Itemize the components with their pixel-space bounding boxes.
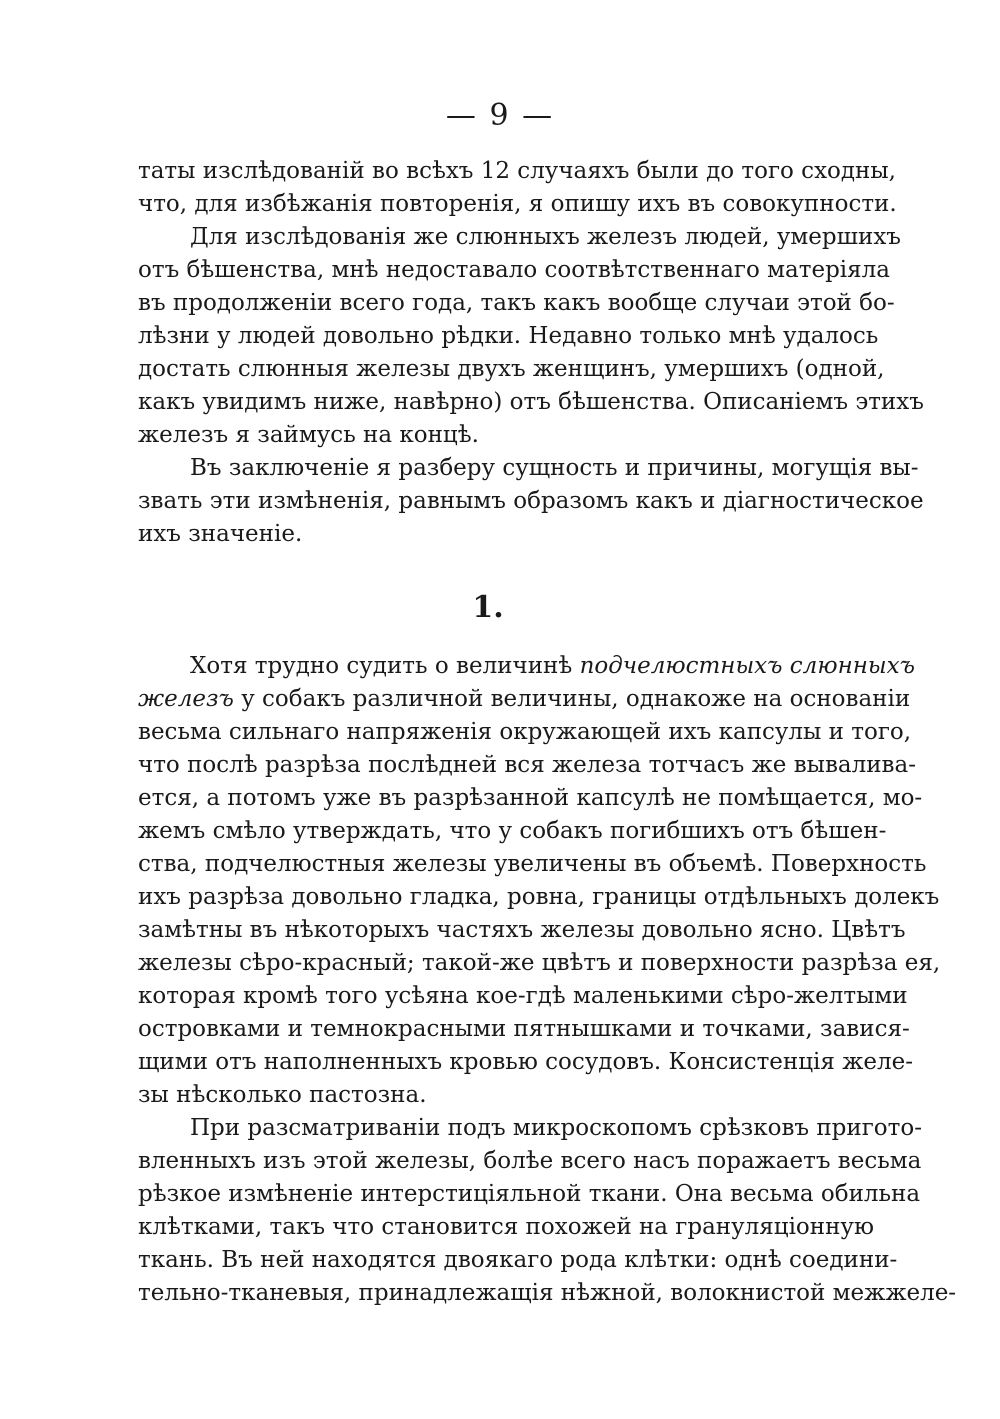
text-line: железы сѣро-красный; такой-же цвѣтъ и поверхности разрѣза ея, — [138, 950, 941, 976]
text-line: что, для избѣжанія повторенія, я опишу ихъ въ совокупности. — [138, 191, 897, 217]
text-line: зы нѣсколько пастозна. — [138, 1082, 427, 1108]
text-line: клѣтками, такъ что становится похожей на грануляціонную — [138, 1214, 874, 1240]
text-line: ется, а потомъ уже въ разрѣзанной капсулѣ не помѣщается, мо- — [138, 785, 923, 811]
text-line: весьма сильнаго напряженія окружающей ихъ капсулы и того, — [138, 719, 912, 745]
text-line: щими отъ наполненныхъ кровью сосудовъ. Консистенція желе- — [138, 1049, 913, 1075]
text-line: ткань. Въ ней находятся двоякаго рода клѣтки: однѣ соедини- — [138, 1247, 898, 1273]
text-line: Для изслѣдованія же слюнныхъ железъ людей, умершихъ — [190, 224, 901, 250]
text-line: железъ я займусь на концѣ. — [138, 422, 479, 448]
text-line — [138, 682, 911, 716]
text-line: жемъ смѣло утверждать, что у собакъ погибшихъ отъ бѣшен- — [138, 818, 887, 844]
text-line: ихъ разрѣза довольно гладка, ровна, границы отдѣльныхъ долекъ — [138, 884, 940, 910]
text-line: какъ увидимъ ниже, навѣрно) отъ бѣшенства. Описаніемъ этихъ — [138, 389, 924, 415]
text-line: вленныхъ изъ этой железы, болѣе всего насъ поражаетъ весьма — [138, 1148, 922, 1174]
text-line: тельно-тканевыя, принадлежащія нѣжной, волокнистой межжеле- — [138, 1280, 957, 1306]
page-number: — 9 — — [445, 98, 555, 133]
text-span: Хотя трудно судить о величинѣ — [190, 653, 580, 679]
text-line — [190, 649, 915, 683]
text-line: отъ бѣшенства, мнѣ недоставало соотвѣтственнаго матеріяла — [138, 257, 890, 283]
italic-term: железъ — [138, 686, 234, 712]
text-span: у собакъ различной величины, однакоже на основаніи — [233, 686, 911, 712]
text-line: звать эти измѣненія, равнымъ образомъ какъ и діагностическое — [138, 488, 924, 514]
text-line: рѣзкое измѣненіе интерстиціяльной ткани. Она весьма обильна — [138, 1181, 921, 1207]
text-line: лѣзни у людей довольно рѣдки. Недавно только мнѣ удалось — [138, 323, 879, 349]
italic-term: подчелюстныхъ слюнныхъ — [579, 653, 915, 679]
text-line: замѣтны въ нѣкоторыхъ частяхъ железы довольно ясно. Цвѣтъ — [138, 917, 906, 943]
section-heading: 1. — [472, 590, 504, 625]
text-line: ства, подчелюстныя железы увеличены въ объемѣ. Поверхность — [138, 851, 927, 877]
text-line: что послѣ разрѣза послѣдней вся железа тотчасъ же вывалива- — [138, 752, 916, 778]
text-line: ихъ значеніе. — [138, 521, 303, 547]
text-line: островками и темнокрасными пятнышками и точками, завися- — [138, 1016, 910, 1042]
text-line: При разсматриваніи подъ микроскопомъ срѣзковъ пригото- — [190, 1115, 922, 1141]
text-line: которая кромѣ того усѣяна кое-гдѣ маленькими сѣро-желтыми — [138, 983, 908, 1009]
text-line: Въ заключеніе я разберу сущность и причины, могущія вы- — [190, 455, 919, 481]
text-line: въ продолженіи всего года, такъ какъ вообще случаи этой бо- — [138, 290, 895, 316]
text-line: таты изслѣдованій во всѣхъ 12 случаяхъ были до того сходны, — [138, 158, 896, 184]
text-line: достать слюнныя железы двухъ женщинъ, умершихъ (одной, — [138, 356, 885, 382]
